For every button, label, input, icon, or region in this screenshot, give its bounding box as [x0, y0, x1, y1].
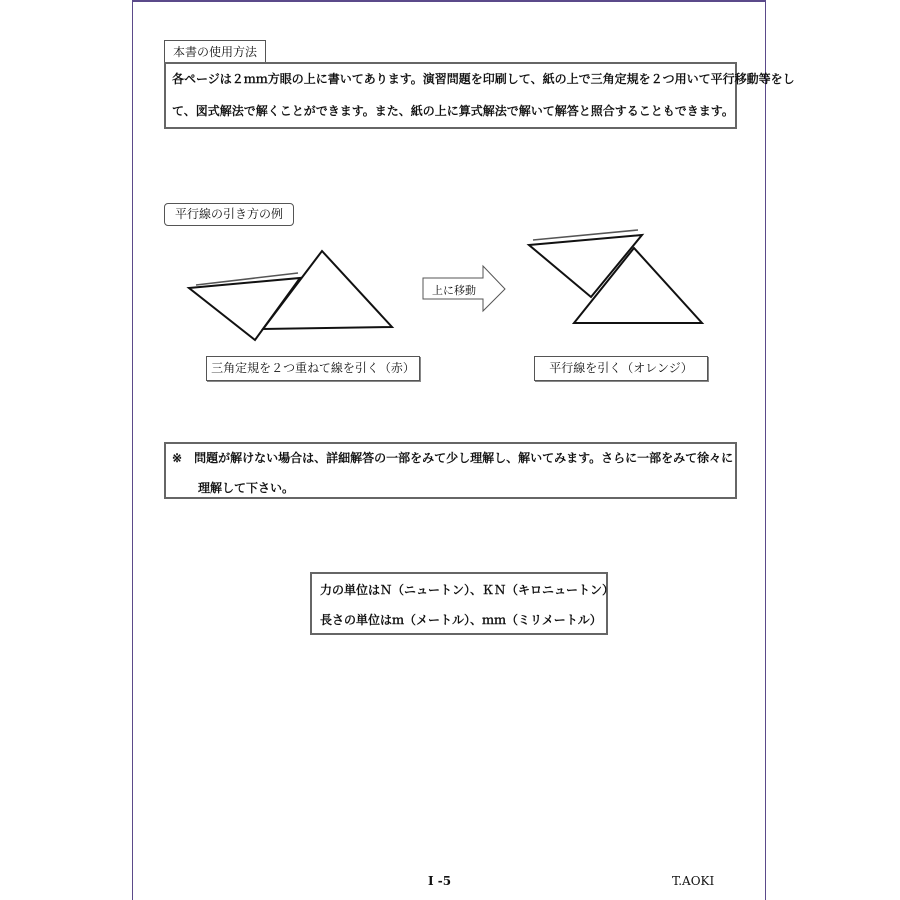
note-mark: ※	[172, 451, 183, 465]
triangle-diagram	[0, 220, 900, 580]
caption-left: 三角定規を２つ重ねて線を引く（赤）	[206, 356, 420, 381]
right-orange-line	[533, 230, 638, 240]
left-rulers	[189, 251, 392, 340]
note-text-1: 問題が解けない場合は、詳細解答の一部をみて少し理解し、解いてみます。さらに一部をみて徐々に	[194, 451, 734, 465]
example-title: 平行線の引き方の例	[164, 203, 294, 226]
left-set-square-a	[189, 278, 300, 340]
left-set-square-b	[263, 251, 392, 329]
units-line-2: 長さの単位はｍ（メートル）、ｍｍ（ミリメートル）	[320, 613, 602, 627]
usage-line-1: 各ページは２ｍｍ方眼の上に書いてあります。演習問題を印刷して、紙の上で三角定規を２つ用いて平行移動等をし	[172, 72, 795, 86]
right-set-square-b	[574, 248, 702, 323]
caption-right: 平行線を引く（オレンジ）	[534, 356, 708, 381]
arrow-label: 上に移動	[432, 284, 476, 297]
note-line-1	[172, 450, 734, 466]
author: T.AOKI	[672, 874, 715, 888]
right-rulers	[529, 230, 702, 323]
right-set-square-a	[529, 235, 642, 297]
page-number: I -5	[428, 874, 452, 888]
usage-line-2: て、図式解法で解くことができます。また、紙の上に算式解法で解いて解答と照合することもできます。	[172, 104, 734, 118]
usage-box	[164, 62, 795, 129]
note-line-2: 理解して下さい。	[198, 481, 295, 495]
note-box	[164, 442, 737, 499]
usage-title: 本書の使用方法	[164, 40, 266, 63]
units-line-1: 力の単位はＮ（ニュートン）、ＫＮ（キロニュートン）	[320, 583, 615, 597]
units-box	[310, 572, 615, 635]
